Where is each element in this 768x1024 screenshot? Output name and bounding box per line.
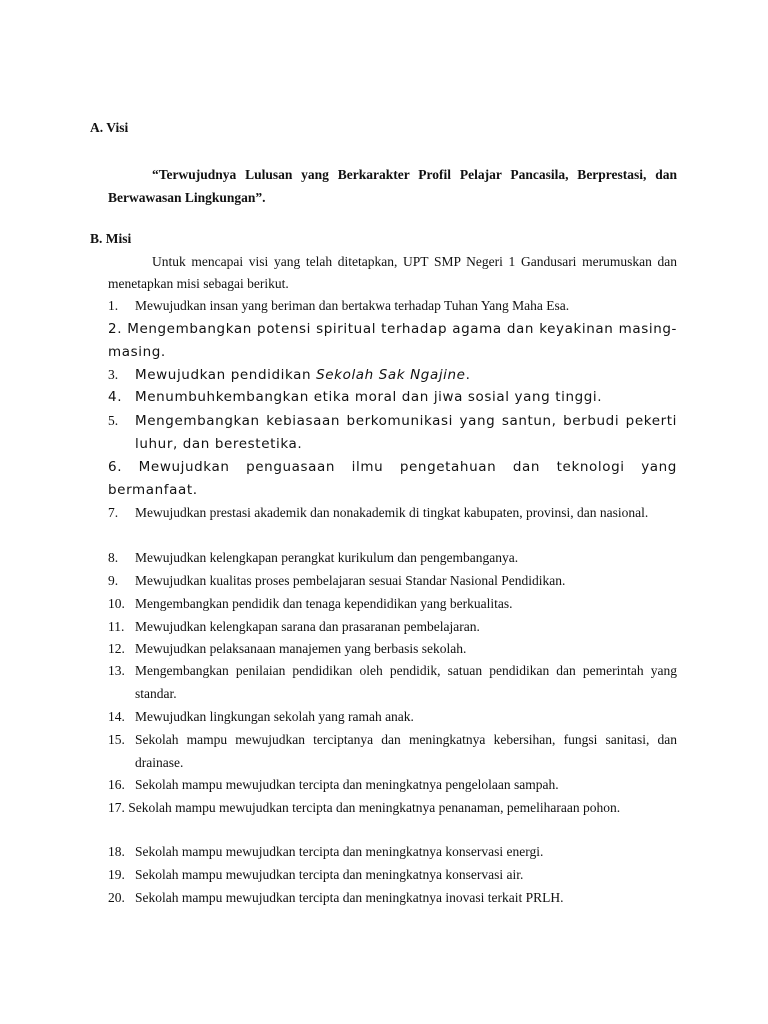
misi-item-number: 3. [108, 367, 119, 382]
misi-item-text: Mewujudkan insan yang beriman dan bertakwa terhadap Tuhan Yang Maha Esa. [135, 298, 570, 313]
misi-item-text: Sekolah mampu mewujudkan tercipta dan meningkatnya konservasi energi. [135, 844, 544, 859]
misi-intro: Untuk mencapai visi yang telah ditetapkan, UPT SMP Negeri 1 Gandusari merumuskan dan menetapkan misi sebagai berikut. [108, 254, 677, 291]
misi-item-3 [108, 364, 677, 387]
misi-item-11 [108, 616, 677, 639]
misi-item-text: Sekolah mampu mewujudkan terciptanya dan meningkatnya kebersihan, fungsi sanitasi, dan drainase. [135, 732, 677, 770]
misi-item-number: 7. [108, 505, 119, 520]
visi-heading: A. Visi [90, 120, 129, 135]
misi-item-number: 12. [108, 641, 125, 656]
misi-item-14 [108, 706, 677, 729]
misi-item-number: 13. [108, 663, 125, 678]
misi-item-16 [108, 774, 677, 797]
misi-item-12 [108, 638, 677, 661]
misi-item-number: 10. [108, 596, 125, 611]
misi-item-20 [108, 887, 677, 910]
misi-item-text: Menumbuhkembangkan etika moral dan jiwa sosial yang tinggi. [135, 389, 603, 405]
misi-item-text [135, 364, 677, 387]
misi-item-8 [108, 547, 677, 570]
misi-item-number: 9. [108, 573, 119, 588]
misi-item-15 [108, 729, 677, 774]
misi-item-7 [108, 502, 677, 525]
misi-item-text: Mewujudkan lingkungan sekolah yang ramah anak. [135, 709, 414, 724]
misi-item-text: Sekolah mampu mewujudkan tercipta dan meningkatnya penanaman, pemeliharaan pohon. [128, 800, 621, 815]
misi-item-text: Mewujudkan kelengkapan perangkat kurikulum dan pengembanganya. [135, 550, 519, 565]
misi-item-number: 6. [108, 459, 139, 475]
misi-item-number: 4. [108, 389, 123, 405]
misi-item-19 [108, 864, 677, 887]
misi-item-number: 17. [108, 800, 129, 815]
misi-item-number: 19. [108, 867, 125, 882]
misi-item-17 [108, 797, 677, 820]
misi-item-13 [108, 660, 677, 705]
misi-item-text: Mengembangkan penilaian pendidikan oleh pendidik, satuan pendidikan dan pemerintah yang standar. [135, 663, 677, 701]
misi-item-number: 1. [108, 298, 119, 313]
misi-item-2 [108, 318, 677, 363]
misi-item-number: 15. [108, 732, 125, 747]
misi-item-number: 16. [108, 777, 125, 792]
misi-item-text: Mengembangkan pendidik dan tenaga kependidikan yang berkualitas. [135, 596, 513, 611]
misi-item-text: Sekolah mampu mewujudkan tercipta dan meningkatnya pengelolaan sampah. [135, 777, 559, 792]
misi-item-number: 14. [108, 709, 125, 724]
visi-statement: “Terwujudnya Lulusan yang Berkarakter Profil Pelajar Pancasila, Berprestasi, dan Berwawasan Lingkungan”. [108, 167, 677, 205]
misi-item-4 [108, 386, 677, 409]
misi-item-number: 2. [108, 321, 128, 337]
misi-item-9 [108, 570, 677, 593]
misi-item-text: Mengembangkan potensi spiritual terhadap agama dan keyakinan masing-masing. [108, 321, 677, 360]
misi-item-number: 20. [108, 890, 125, 905]
misi-item-18 [108, 841, 677, 864]
misi-item-5 [108, 410, 677, 455]
misi-item-text: Mewujudkan kelengkapan sarana dan prasaranan pembelajaran. [135, 619, 480, 634]
misi-item-text: Sekolah mampu mewujudkan tercipta dan meningkatnya inovasi terkait PRLH. [135, 890, 564, 905]
misi-item-text: Mewujudkan prestasi akademik dan nonakademik di tingkat kabupaten, provinsi, dan nasional. [135, 505, 649, 520]
misi-item-text: Mewujudkan pelaksanaan manajemen yang berbasis sekolah. [135, 641, 467, 656]
misi-item-1 [108, 295, 677, 318]
misi-item-number: 5. [108, 413, 119, 428]
misi-item-10 [108, 593, 677, 616]
misi-item-text: Mewujudkan kualitas proses pembelajaran sesuai Standar Nasional Pendidikan. [135, 573, 566, 588]
misi-item-text: Sekolah mampu mewujudkan tercipta dan meningkatnya konservasi air. [135, 867, 524, 882]
misi-heading: B. Misi [90, 231, 132, 246]
misi-item-text-part: . [465, 367, 471, 383]
misi-item-number: 18. [108, 844, 125, 859]
misi-item-text: Mewujudkan penguasaan ilmu pengetahuan dan teknologi yang bermanfaat. [108, 459, 677, 498]
misi-item-text-part: Mewujudkan pendidikan [135, 367, 317, 383]
misi-item-number: 11. [108, 619, 125, 634]
misi-item-number: 8. [108, 550, 119, 565]
misi-item-italic-text: Sekolah Sak Ngajine [316, 367, 466, 383]
misi-item-text: Mengembangkan kebiasaan berkomunikasi yang santun, berbudi pekerti luhur, dan berestetika. [135, 413, 677, 452]
misi-item-6 [108, 456, 677, 501]
